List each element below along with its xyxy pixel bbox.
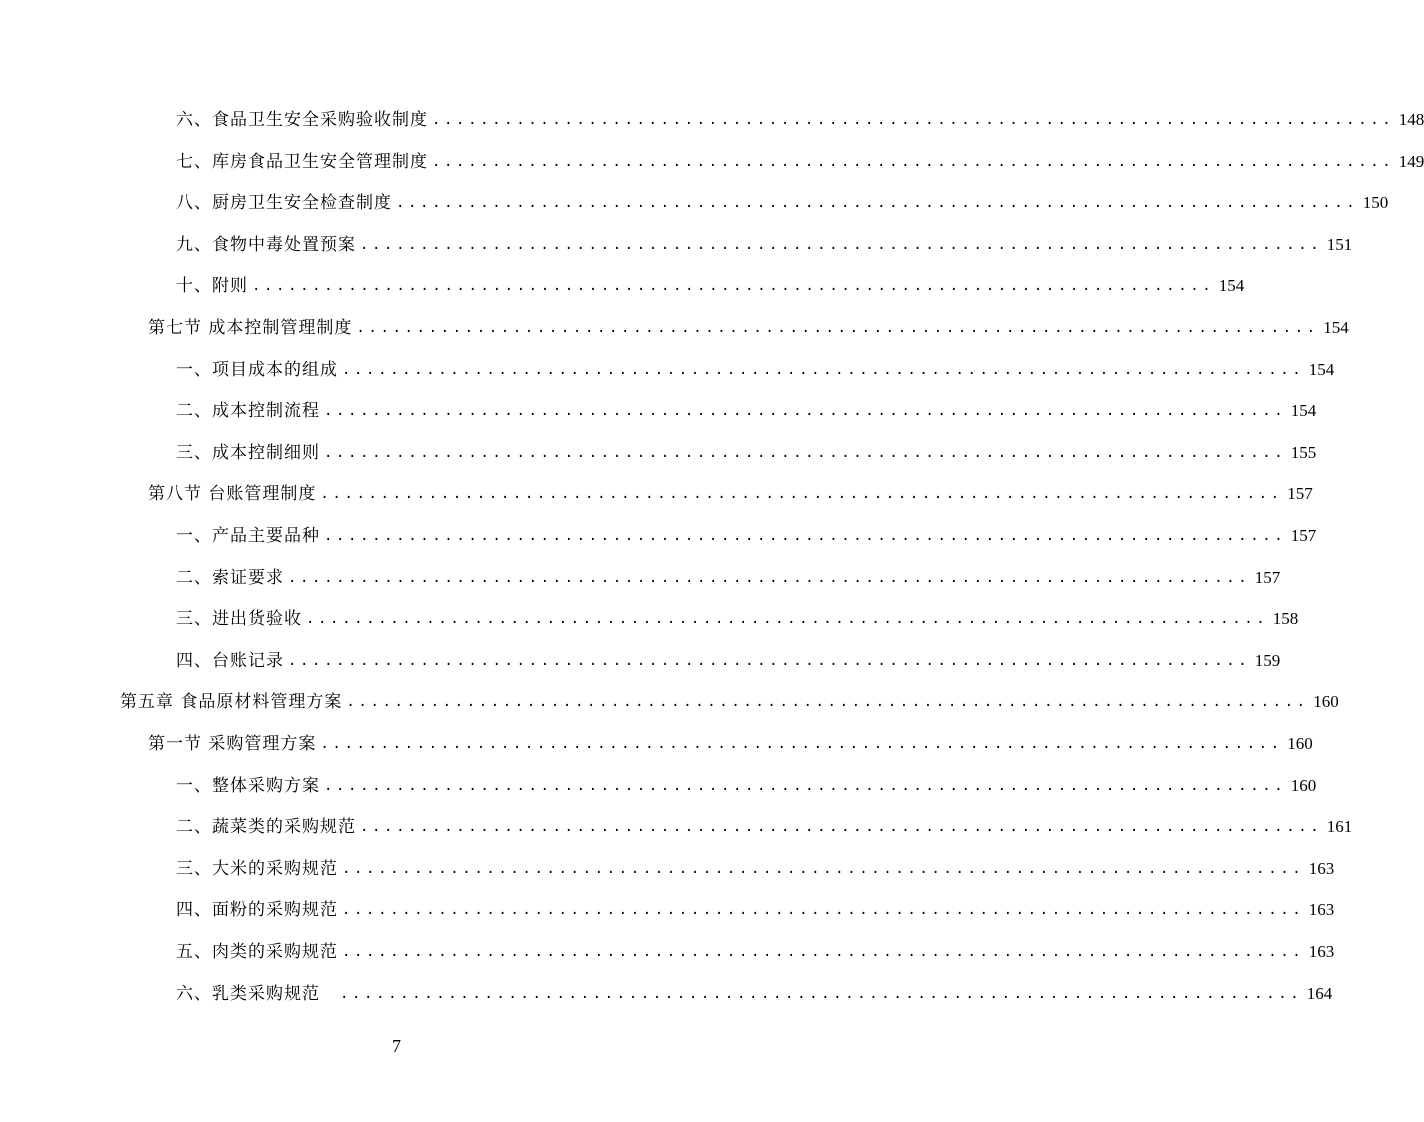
toc-leader-dots: ................................................................................ (288, 569, 1251, 586)
toc-entry-page: 151 (1326, 234, 1353, 254)
toc-entry-title: 十、附则 (176, 276, 248, 297)
toc-entry-title: 六、食品卫生安全采购验收制度 (176, 110, 428, 130)
toc-entry[interactable] (176, 887, 1335, 921)
toc-entry-title: 二、蔬菜类的采购规范 (176, 817, 356, 838)
toc-entry-page: 157 (1254, 567, 1281, 587)
toc-entry[interactable] (176, 971, 1333, 1005)
toc-leader-dots: ................................................................................ (342, 944, 1305, 960)
toc-leader-dots: ................................................................................ (324, 777, 1287, 794)
toc-entry[interactable] (176, 97, 1424, 131)
toc-leader-dots: ................................................................................ (342, 860, 1305, 877)
toc-entry[interactable] (148, 721, 1313, 755)
toc-entry-title: 六、乳类采购规范 (176, 983, 320, 1004)
toc-leader-dots: ................................................................................ (324, 444, 1287, 461)
toc-entry-title: 一、项目成本的组成 (176, 359, 338, 380)
toc-entry-page: 157 (1290, 526, 1317, 545)
toc-entry-page: 154 (1290, 401, 1317, 421)
toc-entry-page: 160 (1290, 775, 1317, 795)
toc-leader-dots: ................................................................................ (356, 320, 1319, 336)
toc-entry-title: 八、厨房卫生安全检查制度 (176, 193, 392, 214)
toc-entry[interactable] (176, 139, 1424, 173)
toc-entry-title: 一、整体采购方案 (176, 775, 320, 796)
toc-entry[interactable] (120, 679, 1339, 713)
toc-leader-dots: ................................................................................ (252, 278, 1215, 295)
toc-entry-title: 一、产品主要品种 (176, 526, 320, 546)
toc-entry-page: 158 (1272, 609, 1299, 629)
toc-entry-page: 154 (1308, 359, 1335, 379)
toc-leader-dots: ................................................................................ (324, 528, 1287, 544)
toc-leader-dots: ................................................................................ (360, 819, 1323, 836)
toc-entry[interactable] (176, 263, 1245, 297)
toc-entry-page: 155 (1290, 442, 1317, 462)
toc-entry-page: 163 (1308, 858, 1335, 878)
toc-entry-page: 149 (1398, 151, 1424, 171)
toc-entry-title: 三、进出货验收 (176, 609, 302, 630)
toc-entry[interactable] (176, 929, 1335, 963)
toc-entry-page: 164 (1306, 983, 1333, 1003)
toc-entry-page: 150 (1362, 193, 1389, 213)
toc-leader-dots: ................................................................................ (432, 153, 1395, 170)
toc-leader-dots: ................................................................................ (288, 652, 1251, 669)
toc-entry-page: 159 (1254, 650, 1281, 670)
toc-leader-dots: ................................................................................ (346, 694, 1309, 711)
toc-leader-dots: ................................................................................ (320, 486, 1283, 503)
toc-entry[interactable] (176, 846, 1335, 880)
toc-entry[interactable] (176, 555, 1281, 589)
toc-entry[interactable] (148, 305, 1349, 339)
toc-leader-dots: ................................................................................ (340, 985, 1303, 1002)
toc-entry[interactable] (176, 596, 1299, 630)
toc-entry[interactable] (176, 763, 1317, 797)
toc-entry-page: 154 (1323, 318, 1349, 337)
toc-leader-dots: ................................................................................ (320, 736, 1283, 752)
toc-entry-title: 第八节 台账管理制度 (148, 484, 317, 505)
toc-entry-page: 163 (1308, 900, 1335, 920)
toc-entry-page: 154 (1218, 276, 1245, 296)
toc-entry[interactable] (148, 471, 1313, 505)
toc-entry[interactable] (176, 222, 1353, 256)
toc-entry-page: 157 (1287, 484, 1313, 504)
toc-leader-dots: ................................................................................ (432, 112, 1395, 128)
toc-entry[interactable] (176, 804, 1353, 838)
toc-leader-dots: ................................................................................ (306, 611, 1269, 628)
toc-entry-title: 第七节 成本控制管理制度 (148, 318, 353, 338)
toc-leader-dots: ................................................................................ (342, 902, 1305, 919)
toc-entry-title: 第一节 采购管理方案 (148, 734, 317, 754)
toc-entry[interactable] (176, 180, 1389, 214)
toc-entry-page: 148 (1398, 110, 1424, 129)
toc-entry[interactable] (176, 638, 1281, 672)
toc-entry-title: 七、库房食品卫生安全管理制度 (176, 151, 428, 172)
toc-entry-page: 160 (1313, 692, 1339, 712)
toc-entry-page: 161 (1326, 817, 1353, 837)
toc-entry[interactable] (176, 347, 1335, 381)
toc-entry-title: 四、面粉的采购规范 (176, 900, 338, 921)
toc-entry-page: 163 (1308, 942, 1335, 961)
toc-entry[interactable] (176, 513, 1317, 547)
toc-entry-title: 五、肉类的采购规范 (176, 942, 338, 962)
toc-leader-dots: ................................................................................ (324, 403, 1287, 420)
toc-entry-page: 160 (1287, 734, 1313, 753)
toc-entry[interactable] (176, 388, 1317, 422)
toc-entry-title: 二、索证要求 (176, 567, 284, 588)
toc-entry-title: 第五章 食品原材料管理方案 (120, 692, 343, 713)
toc-leader-dots: ................................................................................ (396, 195, 1359, 212)
toc-entry-title: 九、食物中毒处置预案 (176, 234, 356, 255)
toc-entry-title: 三、大米的采购规范 (176, 858, 338, 879)
page-number: 7 (392, 1036, 401, 1056)
toc-entry-title: 四、台账记录 (176, 650, 284, 671)
toc-leader-dots: ................................................................................ (360, 236, 1323, 253)
toc-leader-dots: ................................................................................ (342, 361, 1305, 378)
toc-entry[interactable] (176, 430, 1317, 464)
toc-entry-title: 二、成本控制流程 (176, 401, 320, 422)
toc-entry-title: 三、成本控制细则 (176, 442, 320, 463)
